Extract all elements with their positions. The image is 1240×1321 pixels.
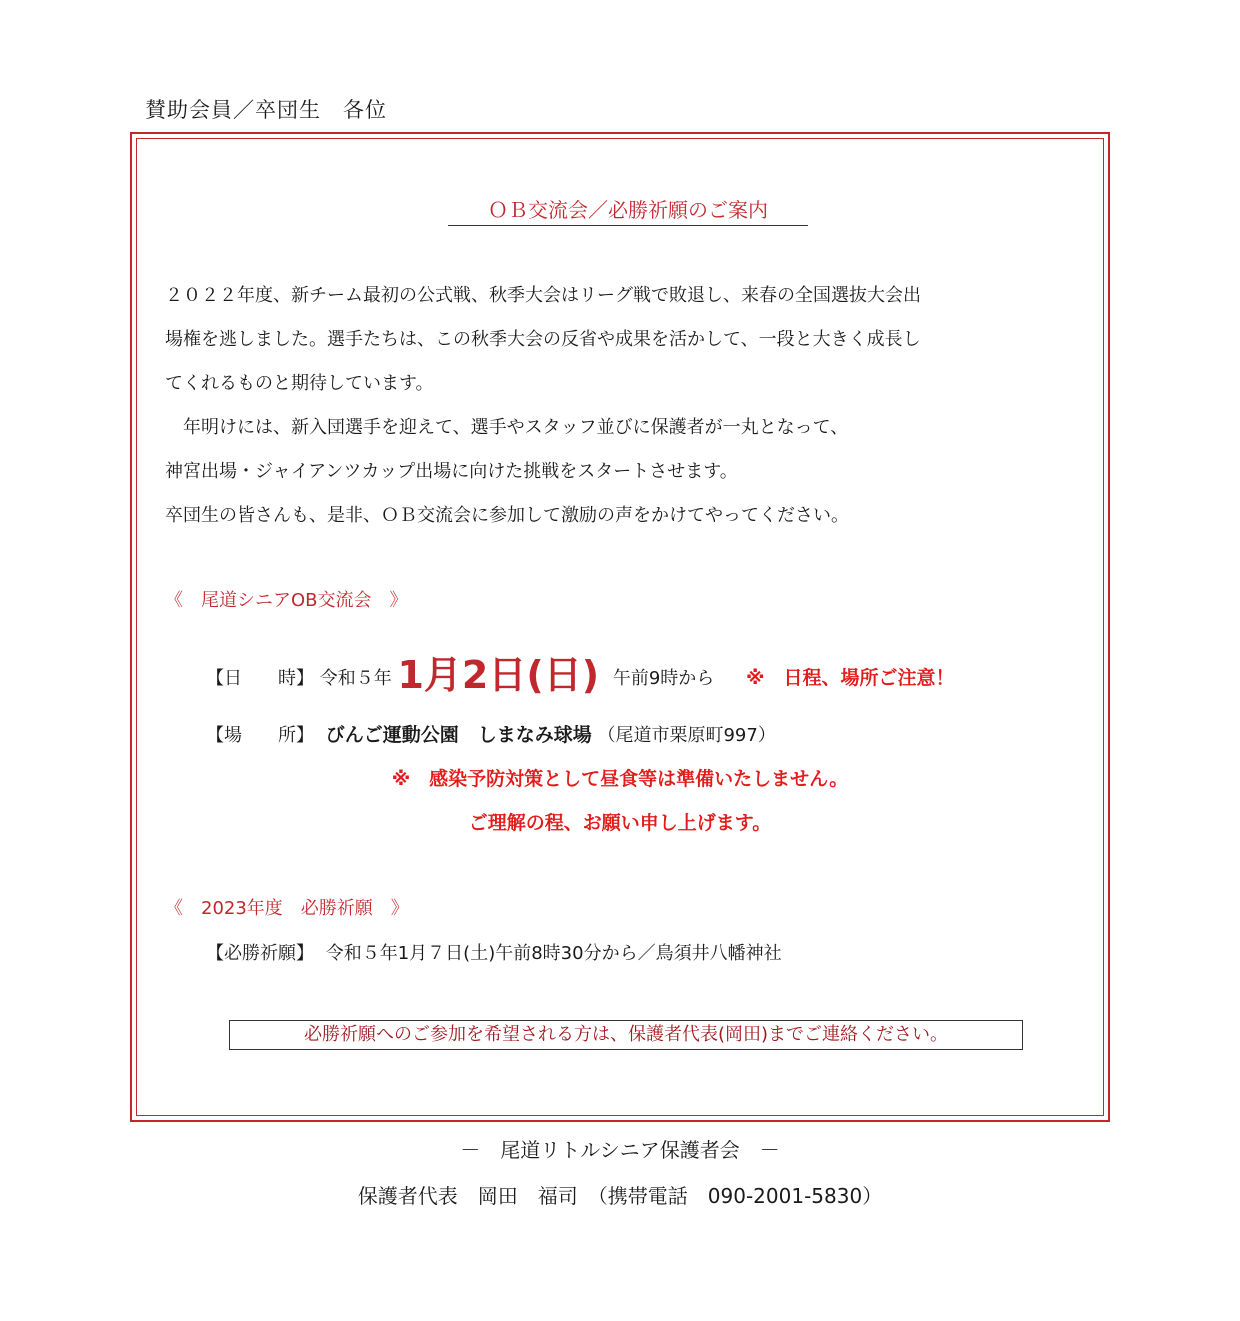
start-time: 午前9時から [612, 668, 715, 689]
document-title: ＯＢ交流会／必勝祈願のご案内 [448, 194, 808, 226]
prayer-row [206, 939, 782, 965]
prayer-label: 【必勝祈願】 [206, 943, 314, 964]
body-line: てくれるものと期待しています。 [165, 373, 434, 394]
ob-meeting-heading: 《 尾道シニアOB交流会 》 [165, 590, 408, 611]
body-line: 年明けには、新入団選手を迎えて、選手やスタッフ並びに保護者が一丸となって、 [165, 417, 849, 438]
prayer-detail: 令和５年1月７日(土)午前8時30分から／鳥須井八幡神社 [325, 943, 782, 964]
date-warning: ※ 日程、場所ご注意！ [746, 667, 955, 689]
body-line: 場権を逃しました。選手たちは、この秋季大会の反省や成果を活かして、一段と大きく成長し [165, 329, 921, 350]
lunch-notice: ※ 感染予防対策として昼食等は準備いたしません。 [391, 768, 849, 790]
body-line: 卒団生の皆さんも、是非、ＯＢ交流会に参加して激励の声をかけてやってください。 [165, 505, 849, 526]
contact-note: 必勝祈願へのご参加を希望される方は、保護者代表(岡田)までご連絡ください。 [229, 1020, 1023, 1050]
prayer-heading: 《 2023年度 必勝祈願 》 [165, 898, 409, 919]
date-row [206, 644, 955, 699]
place-address: （尾道市栗原町997） [597, 725, 776, 746]
organization-name: － 尾道リトルシニア保護者会 － [460, 1138, 780, 1162]
place-row [206, 720, 776, 747]
place-label: 【場 所】 [206, 725, 314, 746]
body-text [165, 274, 1100, 538]
date-prefix: 令和５年 [319, 668, 392, 689]
date-label: 【日 時】 [206, 668, 314, 689]
understanding-notice: ご理解の程、お願い申し上げます。 [468, 812, 772, 834]
body-line: ２０２２年度、新チーム最初の公式戦、秋季大会はリーグ戦で敗退し、来春の全国選抜大会出 [165, 285, 921, 306]
place-name: びんご運動公園 しまなみ球場 [325, 724, 592, 746]
addressee: 賛助会員／卒団生 各位 [145, 98, 387, 122]
notice-frame [130, 132, 1110, 1122]
representative-contact: 保護者代表 岡田 福司 （携帯電話 090-2001-5830） [357, 1184, 883, 1208]
event-date: 1月2日(日) [397, 653, 600, 697]
body-line: 神宮出場・ジャイアンツカップ出場に向けた挑戦をスタートさせます。 [165, 461, 738, 482]
